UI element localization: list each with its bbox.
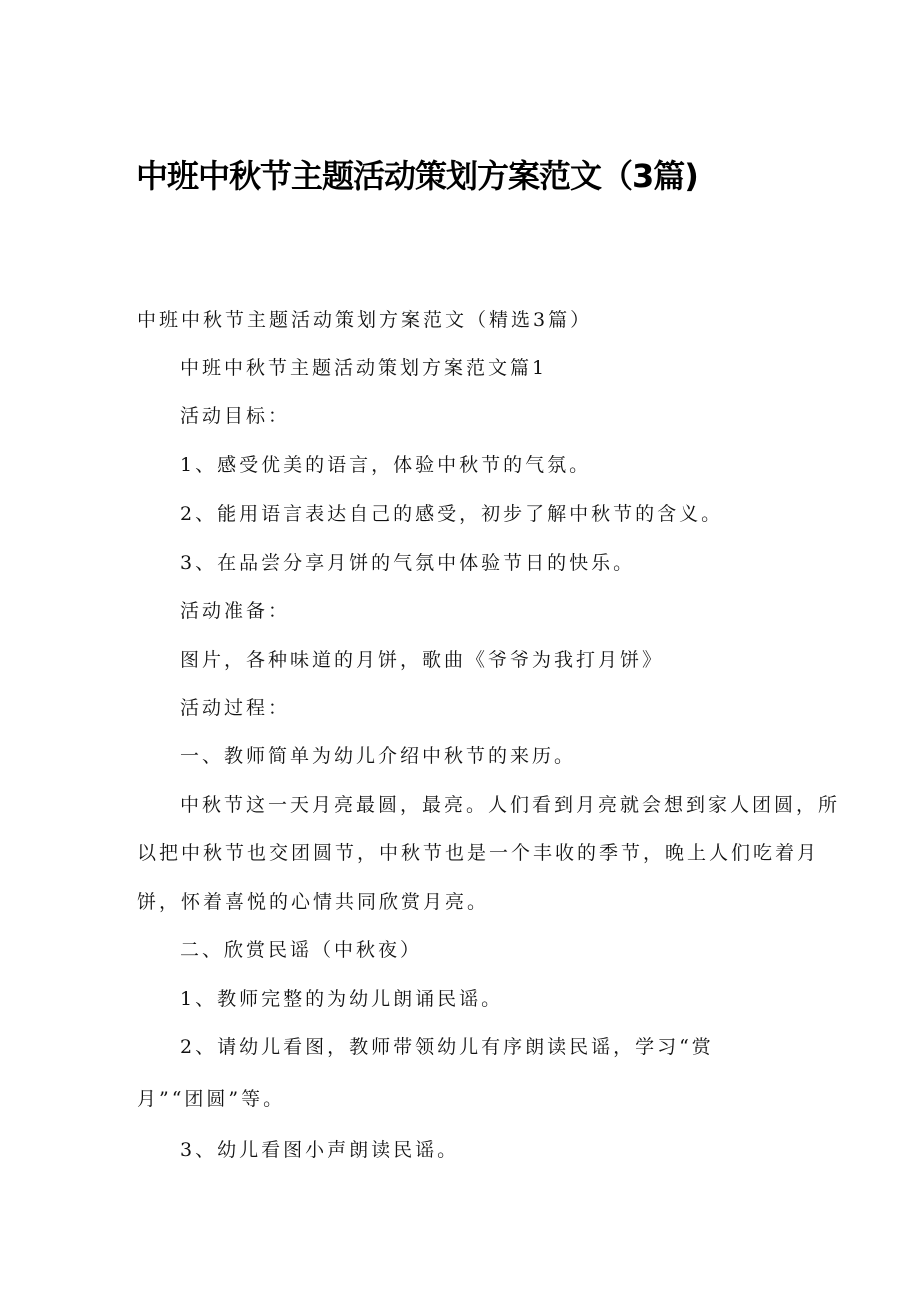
paragraph-line: 2、请幼儿看图，教师带领幼儿有序朗读民谣，学习“赏 <box>180 1036 714 1058</box>
paragraph-line: 3、在品尝分享月饼的气氛中体验节日的快乐。 <box>180 552 636 574</box>
paragraph-line: 以把中秋节也交团圆节，中秋节也是一个丰收的季节，晚上人们吃着月 <box>137 842 820 864</box>
paragraph-line: 3、幼儿看图小声朗读民谣。 <box>180 1139 460 1161</box>
paragraph-line: 1、感受优美的语言，体验中秋节的气氛。 <box>180 454 592 476</box>
paragraph-line: 活动目标： <box>180 405 291 427</box>
paragraph-line: 二、欣赏民谣（中秋夜） <box>180 939 423 961</box>
document-title: 中班中秋节主题活动策划方案范文（3篇) <box>136 157 698 195</box>
paragraph-line: 活动准备： <box>180 600 291 622</box>
paragraph-line: 2、能用语言表达自己的感受，初步了解中秋节的含义。 <box>180 503 724 525</box>
paragraph-line: 饼，怀着喜悦的心情共同欣赏月亮。 <box>137 891 490 913</box>
subtitle-line: 中班中秋节主题活动策划方案范文（精选3篇） <box>137 309 593 331</box>
paragraph-line: 1、教师完整的为幼儿朗诵民谣。 <box>180 988 504 1010</box>
section-heading: 中班中秋节主题活动策划方案范文篇1 <box>180 357 548 379</box>
paragraph-line: 中秋节这一天月亮最圆，最亮。人们看到月亮就会想到家人团圆，所 <box>180 794 841 816</box>
paragraph-line: 一、教师简单为幼儿介绍中秋节的来历。 <box>180 745 577 767</box>
paragraph-line: 活动过程： <box>180 697 291 719</box>
paragraph-line: 月”“团圆”等。 <box>137 1088 286 1110</box>
paragraph-line: 图片，各种味道的月饼，歌曲《爷爷为我打月饼》 <box>180 649 665 671</box>
